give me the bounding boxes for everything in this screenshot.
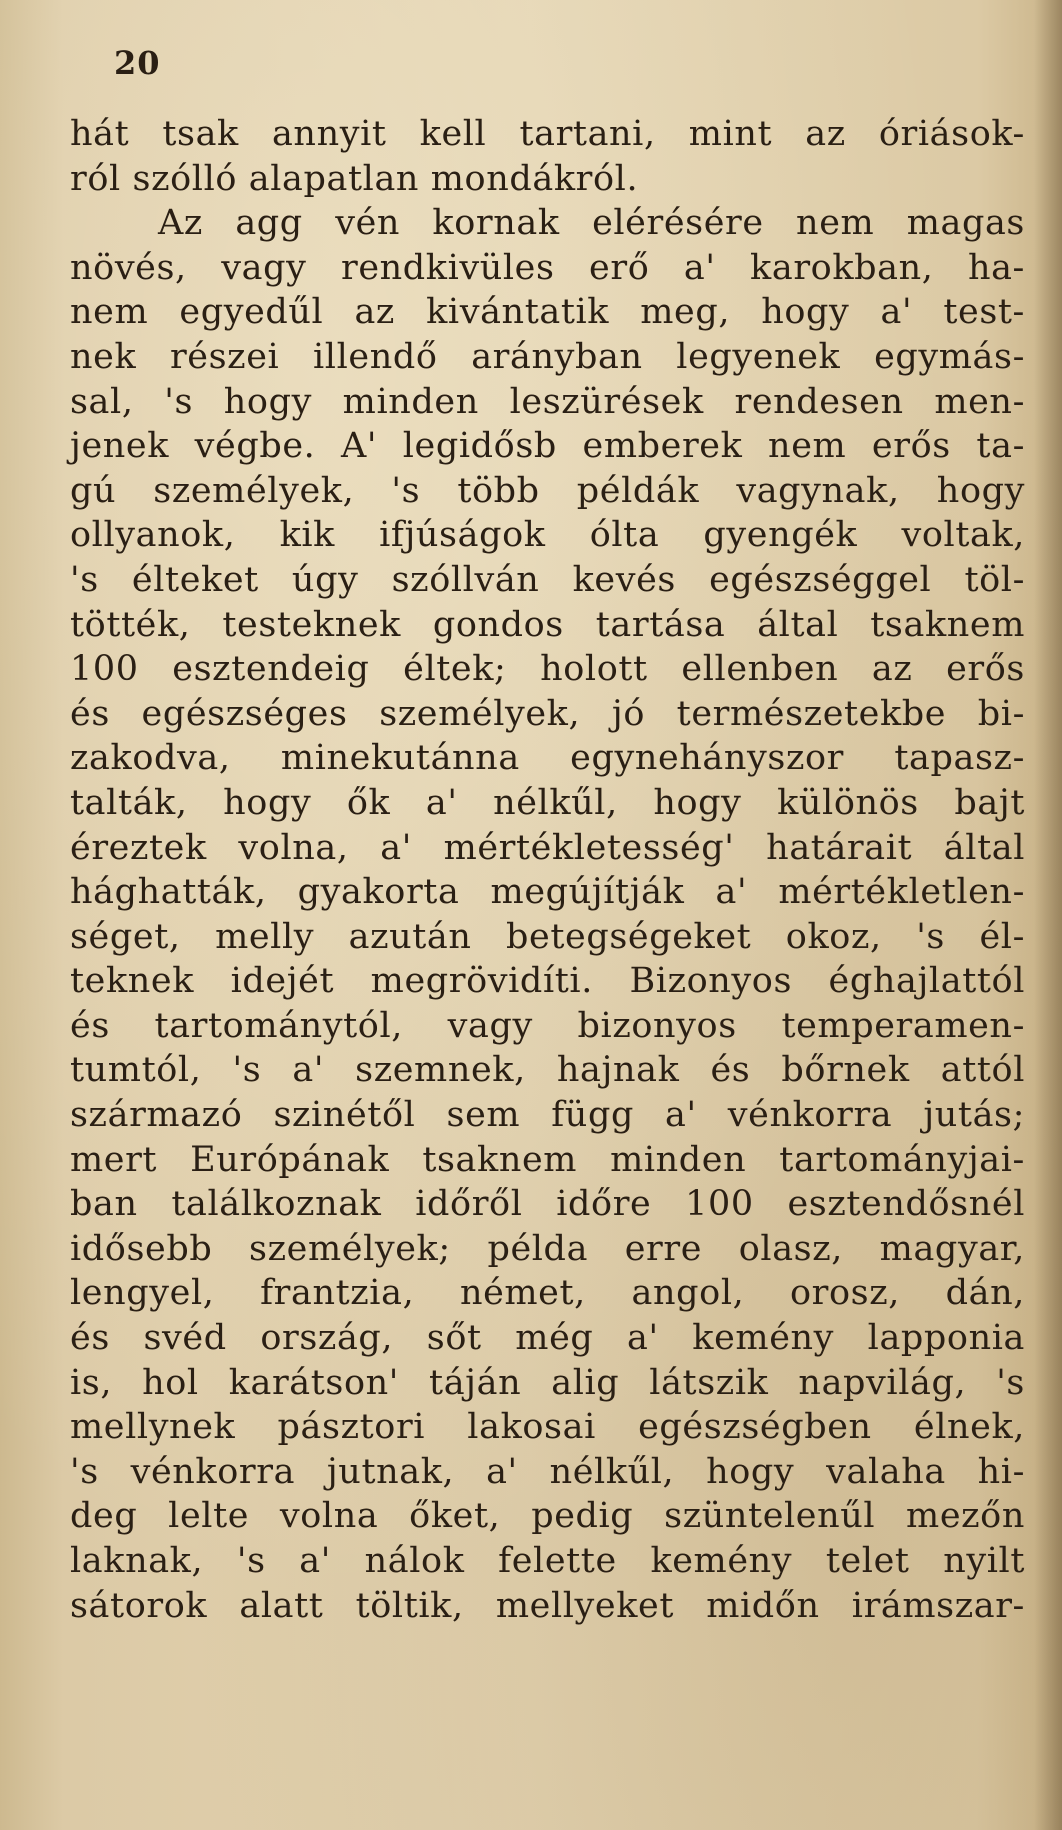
body-text — [70, 112, 1025, 1628]
text-line: jenek végbe. A' legidősb emberek nem erős ta- — [70, 426, 1025, 467]
text-line: hát tsak annyit kell tartani, mint az óriások- — [70, 114, 1025, 154]
text-line: tötték, testeknek gondos tartása által tsaknem — [70, 604, 1025, 645]
text-line: nek részei illendő arányban legyenek egymás- — [70, 336, 1025, 377]
text-line: zakodva, minekutánna egynehányszor tapasz- — [70, 738, 1025, 779]
text-line: éreztek volna, a' mértékletesség' határait által — [70, 827, 1025, 868]
text-line: ollyanok, kik ifjúságok ólta gyengék voltak, — [70, 515, 1025, 556]
text-line: idősebb személyek; példa erre olasz, magyar, — [70, 1228, 1025, 1269]
text-line: és egészséges személyek, jó természetekbe bi- — [70, 693, 1025, 734]
text-line: teknek idejét megrövidíti. Bizonyos éghajlattól — [70, 961, 1025, 1002]
text-line: nem egyedűl az kivántatik meg, hogy a' test- — [70, 292, 1025, 333]
text-line: ról szólló alapatlan mondákról. — [70, 158, 639, 199]
text-line: hághatták, gyakorta megújítják a' mértékletlen- — [70, 872, 1025, 913]
page-number: 20 — [114, 44, 161, 82]
text-line: sátorok alatt töltik, mellyeket midőn irámszar- — [70, 1585, 1025, 1626]
text-line: és tartománytól, vagy bizonyos temperamen- — [70, 1005, 1025, 1046]
text-line: sal, 's hogy minden leszürések rendesen men- — [70, 381, 1025, 422]
text-line: Az agg vén kornak elérésére nem magas — [158, 203, 1025, 244]
text-line: laknak, 's a' nálok felette kemény telet nyilt — [70, 1541, 1025, 1581]
text-line: származó szinétől sem függ a' vénkorra jutás; — [70, 1095, 1025, 1136]
text-line: is, hol karátson' táján alig látszik napvilág, 's — [70, 1362, 1025, 1403]
text-line: ban találkoznak időről időre 100 esztendősnél — [70, 1184, 1025, 1225]
text-line: tumtól, 's a' szemnek, hajnak és bőrnek attól — [70, 1050, 1025, 1091]
text-line: mellynek pásztori lakosai egészségben élnek, — [70, 1407, 1025, 1448]
text-line: gú személyek, 's több példák vagynak, hogy — [70, 470, 1025, 511]
text-line: séget, melly azután betegségeket okoz, 's él- — [70, 916, 1025, 957]
page-edge-shadow — [1034, 0, 1062, 1830]
text-line: lengyel, frantzia, német, angol, orosz, dán, — [70, 1273, 1025, 1314]
text-line: mert Európának tsaknem minden tartományjai- — [70, 1139, 1025, 1180]
text-line: 's vénkorra jutnak, a' nélkűl, hogy valaha hi- — [70, 1451, 1025, 1492]
text-line: és svéd ország, sőt még a' kemény lapponia — [70, 1318, 1025, 1359]
text-line: 100 esztendeig éltek; holott ellenben az erős — [70, 649, 1025, 690]
text-line: 's élteket úgy szóllván kevés egészséggel töl- — [70, 559, 1025, 600]
text-line: deg lelte volna őket, pedig szüntelenűl mezőn — [70, 1496, 1025, 1537]
text-line: növés, vagy rendkivüles erő a' karokban, ha- — [70, 247, 1025, 288]
text-line: talták, hogy ők a' nélkűl, hogy különös bajt — [70, 782, 1025, 823]
